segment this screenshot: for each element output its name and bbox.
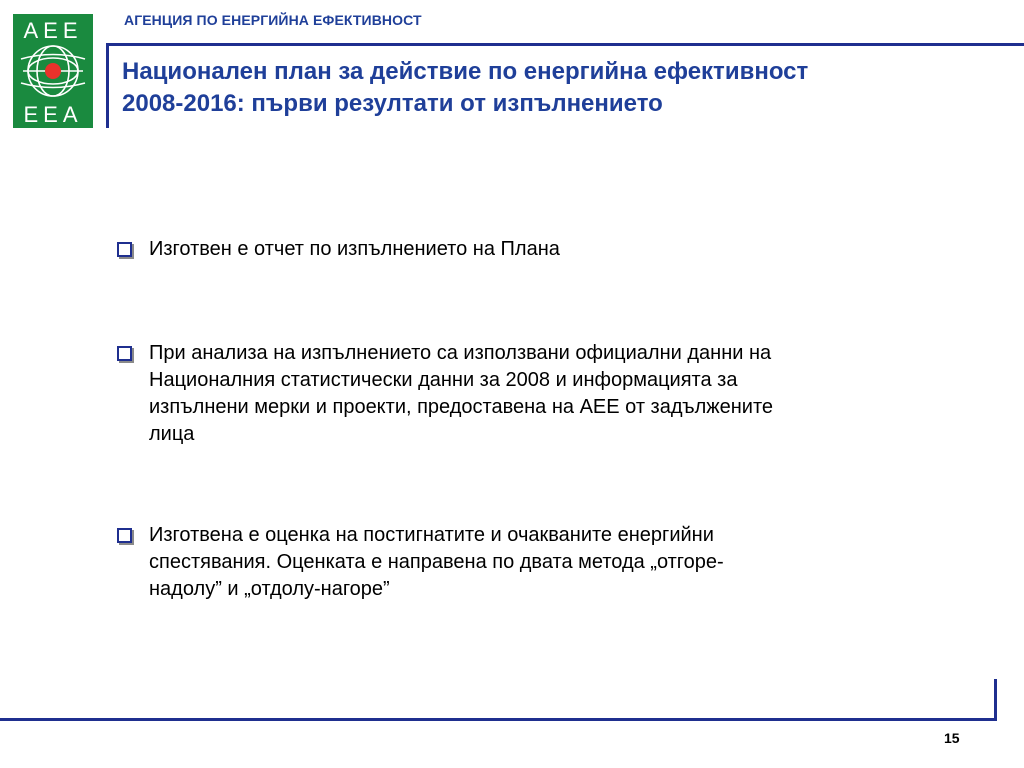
logo-bottom-text: EEA bbox=[23, 102, 83, 127]
bullet-line: Изготвен е отчет по изпълнението на Плана bbox=[149, 238, 560, 260]
bullet-item bbox=[117, 522, 977, 603]
header-rule bbox=[107, 43, 1024, 46]
bullet-item bbox=[117, 340, 977, 448]
agency-logo bbox=[13, 14, 93, 128]
logo-top-text: AEE bbox=[23, 18, 83, 43]
footer-rule bbox=[0, 718, 997, 721]
bullet-line: спестявания. Оценката е направена по двата метода „отгоре- bbox=[149, 551, 724, 573]
footer-vertical-rule bbox=[994, 679, 997, 721]
page-number: 15 bbox=[944, 730, 960, 746]
bullet-line: изпълнени мерки и проекти, предоставена на АЕЕ от задължените bbox=[149, 396, 774, 418]
bullet-item bbox=[117, 236, 977, 263]
bullet-line: При анализа на изпълнението са използвани официални данни на bbox=[149, 342, 772, 364]
checkbox-bullet-icon bbox=[117, 528, 132, 543]
checkbox-bullet-icon bbox=[117, 242, 132, 257]
slide-title-line: 2008-2016: първи резултати от изпълнението bbox=[122, 90, 663, 117]
slide-title-line: Национален план за действие по енергийна ефективност bbox=[122, 58, 809, 85]
bullet-line: Изготвена е оценка на постигнатите и очакваните енергийни bbox=[149, 524, 714, 546]
bullet-line: лица bbox=[149, 423, 195, 445]
slide-title bbox=[122, 56, 1002, 120]
bullet-text bbox=[149, 340, 773, 448]
agency-name: АГЕНЦИЯ ПО ЕНЕРГИЙНА ЕФЕКТИВНОСТ bbox=[124, 12, 422, 28]
bullet-line: Националния статистически данни за 2008 и информацията за bbox=[149, 369, 738, 391]
bullet-line: надолу” и „отдолу-нагоре” bbox=[149, 578, 390, 600]
header-vertical-rule bbox=[106, 43, 109, 128]
bullet-text bbox=[149, 236, 560, 263]
checkbox-bullet-icon bbox=[117, 346, 132, 361]
bullet-text bbox=[149, 522, 724, 603]
